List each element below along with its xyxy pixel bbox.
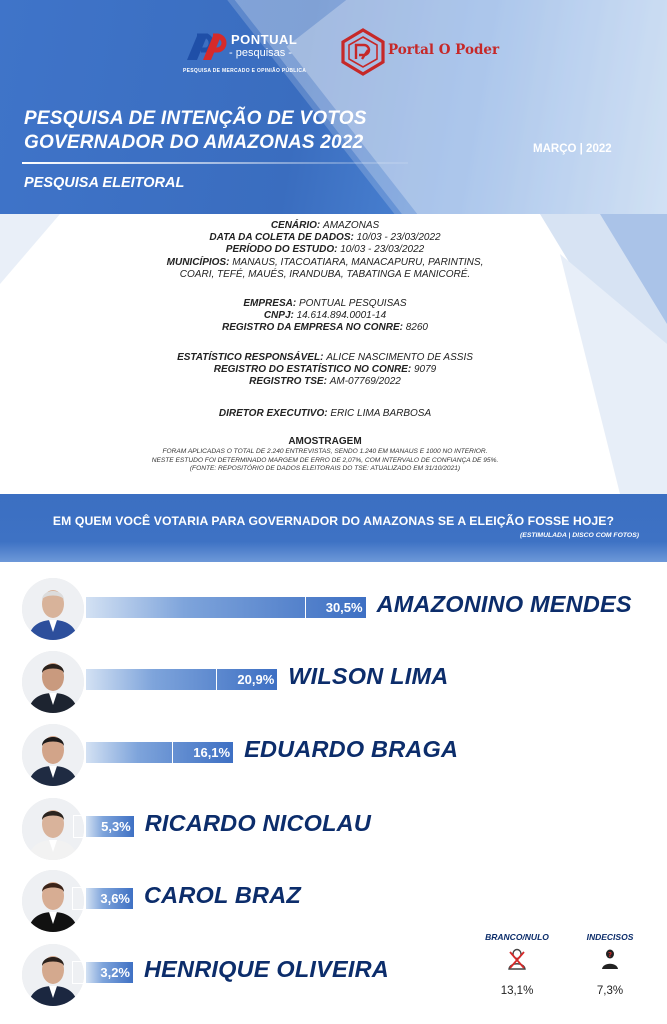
- value-label: 5,3%: [101, 819, 131, 834]
- category-label: WILSON LIMA: [288, 663, 449, 689]
- page-title-line2: GOVERNADOR DO AMAZONAS 2022: [24, 132, 364, 153]
- title-divider: [22, 162, 408, 164]
- question-note: (ESTIMULADA | DISCO COM FOTOS): [520, 532, 639, 539]
- pontual-name: PONTUAL: [231, 32, 298, 47]
- amostragem-line-1: FORAM APLICADAS O TOTAL DE 2.240 ENTREVISTAS, SENDO 1.240 EM MANAUS E 1000 NO INTERIOR.: [162, 448, 488, 456]
- cenario-value: AMAZONAS: [323, 220, 380, 231]
- portal-logo-icon: [340, 28, 386, 76]
- conre-label: REGISTRO DA EMPRESA NO CONRE:: [222, 322, 403, 334]
- category-label: AMAZONINO MENDES: [376, 591, 632, 617]
- amostragem-label: AMOSTRAGEM: [288, 436, 362, 447]
- info-block-scenario: [95, 220, 555, 281]
- info-block-sampling: [95, 436, 555, 474]
- survey-date: MARÇO | 2022: [533, 143, 612, 155]
- blank-null-icon: [478, 948, 556, 975]
- cenario-label: CENÁRIO:: [270, 220, 321, 231]
- bar: [86, 597, 367, 618]
- periodo-value: 10/03 - 23/03/2022: [340, 244, 425, 256]
- page-title-line1: PESQUISA DE INTENÇÃO DE VOTOS: [24, 108, 367, 129]
- coleta-value: 10/03 - 23/03/2022: [356, 232, 441, 244]
- value-label: 3,6%: [100, 891, 130, 906]
- page-subtitle: PESQUISA ELEITORAL: [24, 175, 185, 191]
- periodo-label: PERÍODO DO ESTUDO:: [225, 244, 338, 256]
- bar: [86, 888, 134, 909]
- municipios-value-1: MANAUS, ITACOATIARA, MANACAPURU, PARINTINS,: [232, 256, 484, 268]
- info-block-statistician: [95, 352, 555, 389]
- registro-estatistico-value: 9079: [413, 364, 437, 376]
- diretor-label: DIRETOR EXECUTIVO:: [218, 408, 328, 419]
- tse-label: REGISTRO TSE:: [249, 376, 327, 388]
- empresa-label: EMPRESA:: [243, 298, 297, 309]
- category-label: CAROL BRAZ: [144, 882, 301, 908]
- category-label: HENRIQUE OLIVEIRA: [144, 956, 389, 982]
- cnpj-value: 14.614.894.0001-14: [296, 310, 387, 322]
- estatistico-value: ALICE NASCIMENTO DE ASSIS: [326, 352, 473, 363]
- header-banner: [0, 0, 667, 214]
- bar: [86, 669, 278, 690]
- category-label: EDUARDO BRAGA: [244, 736, 459, 762]
- pontual-logo-icon: [183, 32, 227, 64]
- extra-result: [478, 932, 556, 997]
- bar: [86, 962, 134, 983]
- registro-estatistico-label: REGISTRO DO ESTATÍSTICO NO CONRE:: [213, 364, 412, 376]
- cnpj-label: CNPJ:: [263, 310, 294, 322]
- amostragem-line-3: (FONTE: REPOSITÓRIO DE DADOS ELEITORAIS DO TSE: ATUALIZADO EM 31/10/2021): [189, 465, 461, 473]
- tse-value: AM-07769/2022: [329, 376, 401, 388]
- municipios-label: MUNICÍPIOS:: [166, 256, 230, 268]
- undecided-icon: [578, 948, 642, 975]
- value-label: 20,9%: [237, 672, 275, 687]
- portal-logo: [340, 28, 500, 76]
- conre-value: 8260: [405, 322, 428, 334]
- bar: [86, 742, 234, 763]
- candidate-photo: [22, 651, 84, 713]
- candidate-row: [0, 724, 667, 794]
- candidate-photo: [22, 724, 84, 786]
- extra-result-label: INDECISOS: [586, 932, 634, 942]
- category-label: RICARDO NICOLAU: [144, 810, 371, 836]
- diretor-value: ERIC LIMA BARBOSA: [330, 408, 432, 419]
- candidate-row: [0, 578, 667, 648]
- coleta-label: DATA DA COLETA DE DADOS:: [209, 232, 354, 244]
- candidate-photo: [22, 578, 84, 640]
- portal-name: Portal O Poder: [388, 42, 500, 58]
- value-label: 3,2%: [100, 965, 130, 980]
- pontual-sub: - pesquisas -: [229, 47, 292, 59]
- candidate-row: [0, 944, 667, 1014]
- info-block-company: [95, 298, 555, 335]
- bar: [86, 816, 135, 837]
- candidate-row: [0, 870, 667, 940]
- candidate-row: [0, 798, 667, 868]
- info-block-director: [95, 408, 555, 420]
- pontual-logo: [183, 32, 313, 78]
- municipios-value-2: COARI, TEFÉ, MAUÉS, IRANDUBA, TABATINGA E MANICORÉ.: [179, 268, 471, 280]
- amostragem-line-2: NESTE ESTUDO FOI DETERMINADO MARGEM DE ERRO DE 2,07%, COM INTERVALO DE CONFIANÇA DE 95%.: [151, 456, 499, 464]
- svg-text:?: ?: [607, 951, 613, 959]
- question-text: EM QUEM VOCÊ VOTARIA PARA GOVERNADOR DO AMAZONAS SE A ELEIÇÃO FOSSE HOJE?: [52, 514, 615, 528]
- extra-result: [578, 932, 642, 997]
- results-chart: [0, 562, 667, 1024]
- value-label: 16,1%: [193, 745, 231, 760]
- candidate-row: [0, 651, 667, 721]
- estatistico-label: ESTATÍSTICO RESPONSÁVEL:: [177, 352, 324, 363]
- extra-result-label: BRANCO/NULO: [485, 932, 549, 942]
- value-label: 30,5%: [325, 600, 363, 615]
- question-band: [0, 494, 667, 562]
- empresa-value: PONTUAL PESQUISAS: [298, 298, 407, 309]
- extra-result-value: 13,1%: [500, 985, 534, 997]
- extra-result-value: 7,3%: [596, 985, 624, 997]
- pontual-tagline: PESQUISA DE MERCADO E OPINIÃO PÚBLICA: [183, 68, 307, 74]
